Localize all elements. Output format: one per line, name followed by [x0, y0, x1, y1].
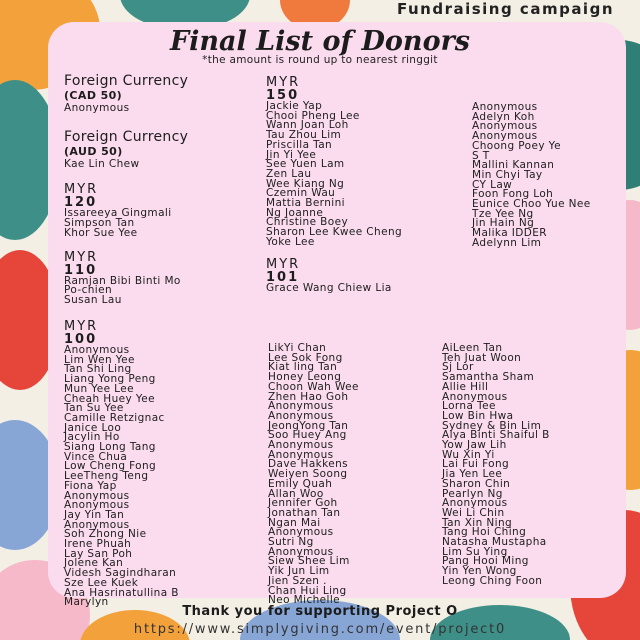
donor-name: Choon Wah Wee	[268, 380, 359, 393]
donor-name: Anonymous	[64, 489, 130, 502]
donor-name: Jonathan Tan	[268, 506, 341, 519]
donor-name: Grace Wang Chiew Lia	[266, 281, 392, 294]
donor-name: Jolene Kan	[64, 557, 124, 570]
donor-name: Teh Juat Woon	[442, 351, 522, 364]
donation-link[interactable]: https://www.simplygiving.com/event/project0	[133, 622, 507, 637]
donor-column-3	[472, 103, 591, 249]
donor-name: Allan Woo	[268, 487, 324, 500]
donor-name: Tau Zhou Lim	[266, 129, 342, 142]
donor-name: Wee Kiang Ng	[266, 177, 345, 190]
donor-name: Siew Shee Lim	[268, 555, 350, 568]
donor-name: Liang Yong Peng	[64, 373, 156, 386]
list-item: Anonymous	[64, 102, 130, 114]
donor-name: Soh Zhong Nie	[64, 528, 147, 541]
donor-list	[266, 102, 402, 248]
donor-name: Low Cheng Fong	[64, 460, 157, 473]
donor-name: JeongYong Tan	[268, 419, 349, 432]
donor-name: Anonymous	[268, 545, 334, 558]
donor-name: Simpson Tan	[64, 217, 135, 230]
donor-name: Jin Yi Yee	[266, 148, 317, 161]
donor-column-1	[64, 74, 188, 306]
donor-name: Jackie Yap	[266, 100, 323, 112]
donor-name: Yow Jaw Lih	[442, 439, 507, 452]
donor-list	[64, 209, 188, 238]
aud-label: Foreign Currency	[64, 128, 189, 145]
donor-name: Lay San Poh	[64, 547, 133, 560]
donor-name: Siang Long Tang	[64, 441, 156, 454]
donor-list	[442, 344, 550, 587]
donor-list	[266, 281, 402, 294]
donor-name: See Yuen Lam	[266, 158, 345, 171]
donor-name: Mattia Bernini	[266, 197, 345, 210]
section-currency: MYR	[64, 319, 99, 334]
donor-name: Anonymous	[268, 526, 334, 539]
cad-amount: (CAD 50)	[64, 89, 123, 102]
section-amount: 110	[64, 262, 98, 278]
donor-name: LeeTheng Teng	[64, 470, 149, 483]
donor-name: Anonymous	[472, 120, 538, 133]
donor-name: Anonymous	[268, 448, 334, 461]
aud-amount: (AUD 50)	[64, 144, 123, 158]
donor-name: Yik Jun Lim	[268, 565, 330, 578]
donor-name: Weiyen Soong	[268, 468, 348, 481]
donor-name: Anonymous	[472, 130, 538, 143]
donor-name: Ngan Mai	[268, 516, 321, 529]
donor-name: LikYi Chan	[268, 342, 327, 354]
donor-name: Anonymous	[64, 499, 130, 512]
donor-name: CY Law	[472, 178, 513, 191]
donor-name: Czemin Wau	[266, 187, 336, 200]
donor-name: S T	[472, 149, 490, 162]
donor-name: Tan Shi Ling	[64, 363, 132, 376]
donor-name: Ng Joanne	[266, 206, 324, 219]
donor-name: Sydney & Bin Lim	[442, 419, 542, 432]
section-currency: MYR	[266, 75, 301, 90]
donor-name: Pearlyn Ng	[442, 487, 503, 500]
donor-column-2-lower	[268, 344, 359, 606]
donor-name: Anonymous	[472, 101, 538, 113]
section-amount: 101	[266, 269, 300, 285]
donor-name: Anonymous	[64, 518, 130, 531]
donor-list	[64, 274, 188, 306]
donor-name: Lorna Tee	[442, 400, 496, 413]
donor-name: Wei Li Chin	[442, 506, 505, 519]
section-currency: MYR	[64, 182, 99, 198]
donor-name: Adelyn Koh	[472, 110, 535, 123]
donor-name: Chooi Pheng Lee	[266, 109, 360, 122]
donor-name: Sze Lee Kuek	[64, 576, 139, 589]
donor-name: Zhen Hao Goh	[268, 390, 349, 403]
donor-name: Min Chyi Tay	[472, 168, 543, 181]
donor-name: Christine Boey	[266, 216, 349, 229]
donor-name: Anonymous	[268, 439, 334, 452]
donor-name: Irene Phuah	[64, 538, 132, 551]
donor-name: Yoke Lee	[266, 235, 315, 248]
section-currency: MYR	[64, 249, 99, 265]
list-item: Kae Lin Chew	[64, 157, 140, 170]
donor-name: Ramjan Bibi Binti Mo	[64, 274, 181, 287]
donor-name: Mun Yee Lee	[64, 382, 134, 395]
donor-name: Wu Xin Yi	[442, 448, 495, 461]
donor-name: Anonymous	[442, 497, 508, 510]
donor-name: Marylyn	[64, 596, 109, 609]
donor-name: Sutri Ng	[268, 536, 314, 549]
donor-name: Zen Lau	[266, 167, 312, 180]
donor-column-1-lower	[64, 320, 179, 608]
donor-name: Tze Yee Ng	[472, 207, 534, 220]
donor-name: Anonymous	[268, 400, 334, 413]
donor-name: Dave Hakkens	[268, 458, 349, 471]
donor-name: Sharon Chin	[442, 477, 511, 490]
donor-name: Natasha Mustapha	[442, 536, 547, 549]
thank-you-message: Thank you for supporting Project O	[182, 604, 458, 619]
donor-name: Soo Huey Ang	[268, 429, 347, 442]
donor-name: Adelynn Lim	[472, 236, 542, 249]
donor-name: Jin Hain Ng	[472, 217, 535, 230]
donor-name: Neo Michelle	[268, 594, 341, 607]
donor-name: Malika IDDER	[472, 227, 547, 240]
donor-name: Cheah Huey Yee	[64, 392, 155, 405]
page-title: Final List of Donors	[162, 26, 478, 57]
donor-name: Foon Fong Loh	[472, 188, 554, 201]
donor-name: Samantha Sham	[442, 371, 535, 384]
donor-name: Susan Lau	[64, 293, 122, 306]
section-amount: 100	[64, 332, 98, 347]
donor-name: Janice Loo	[64, 421, 122, 434]
donor-name: Sj Lor	[442, 361, 474, 374]
donor-name: Tang Hoi Ching	[442, 526, 527, 539]
donor-list	[472, 103, 591, 249]
donor-name: Mallini Kannan	[472, 159, 555, 172]
donor-name: Camille Retzignac	[64, 411, 165, 424]
donor-name: Jacylin Ho	[64, 431, 120, 444]
donor-name: Lim Su Ying	[442, 545, 508, 558]
donor-list	[64, 346, 179, 608]
donor-column-3-lower	[442, 344, 550, 587]
donor-name: Priscilla Tan	[266, 138, 333, 151]
donor-name: Ana Hasrinatullina B	[64, 586, 179, 599]
donor-name: Anonymous	[442, 390, 508, 403]
subtitle: *the amount is round up to nearest ringgit	[202, 54, 438, 66]
donor-name: Videsh Sagindharan	[64, 567, 177, 580]
donor-name: Chan Hui Ling	[268, 584, 347, 597]
campaign-heading: Fundraising campaign	[396, 0, 614, 18]
donor-name: Lai Fui Fong	[442, 458, 510, 471]
donor-name: Anonymous	[268, 409, 334, 422]
donor-name: Issareeya Gingmali	[64, 207, 172, 220]
cad-label: Foreign Currency	[64, 73, 189, 89]
donor-name: Kiat ling Tan	[268, 361, 338, 374]
donor-name: AiLeen Tan	[442, 342, 503, 354]
donor-name: Lim Wen Yee	[64, 353, 135, 366]
donor-name: Allie Hill	[442, 380, 489, 393]
donor-name: Pang Hooi Ming	[442, 555, 529, 568]
donor-name: Jay Yin Tan	[64, 508, 125, 521]
section-currency: MYR	[266, 256, 301, 272]
donor-name: Alya Binti Shaiful B	[442, 429, 550, 442]
donor-name: Tan Su Yee	[64, 402, 124, 415]
section-amount: 120	[64, 195, 98, 211]
donor-name: Po-chien	[64, 284, 113, 297]
donor-name: Honey Leong	[268, 371, 342, 384]
donor-column-2	[266, 76, 402, 293]
donor-name: Jien Szen .	[268, 574, 327, 587]
donor-name: Anonymous	[64, 344, 130, 356]
section-amount: 150	[266, 88, 300, 103]
donor-name: Jennifer Goh	[268, 497, 338, 510]
donor-name: Fiona Yap	[64, 479, 117, 492]
donor-name: Low Bin Hwa	[442, 409, 514, 422]
donor-list	[268, 344, 359, 606]
donor-name: Emily Quah	[268, 477, 333, 490]
donor-name: Vince Chua	[64, 450, 128, 463]
donor-name: Yin Yen Wong	[442, 565, 517, 578]
donor-name: Lee Sok Fong	[268, 351, 343, 364]
donor-name: Eunice Choo Yue Nee	[472, 198, 591, 211]
donor-name: Tan Xin Ning	[442, 516, 513, 529]
donor-name: Sharon Lee Kwee Cheng	[266, 226, 403, 239]
donor-name: Leong Ching Foon	[442, 574, 543, 587]
donor-name: Choong Poey Ye	[472, 139, 561, 152]
donor-name: Wann Joan Loh	[266, 119, 349, 132]
donor-name: Jia Yen Lee	[442, 468, 503, 481]
donor-name: Khor Sue Yee	[64, 226, 138, 239]
